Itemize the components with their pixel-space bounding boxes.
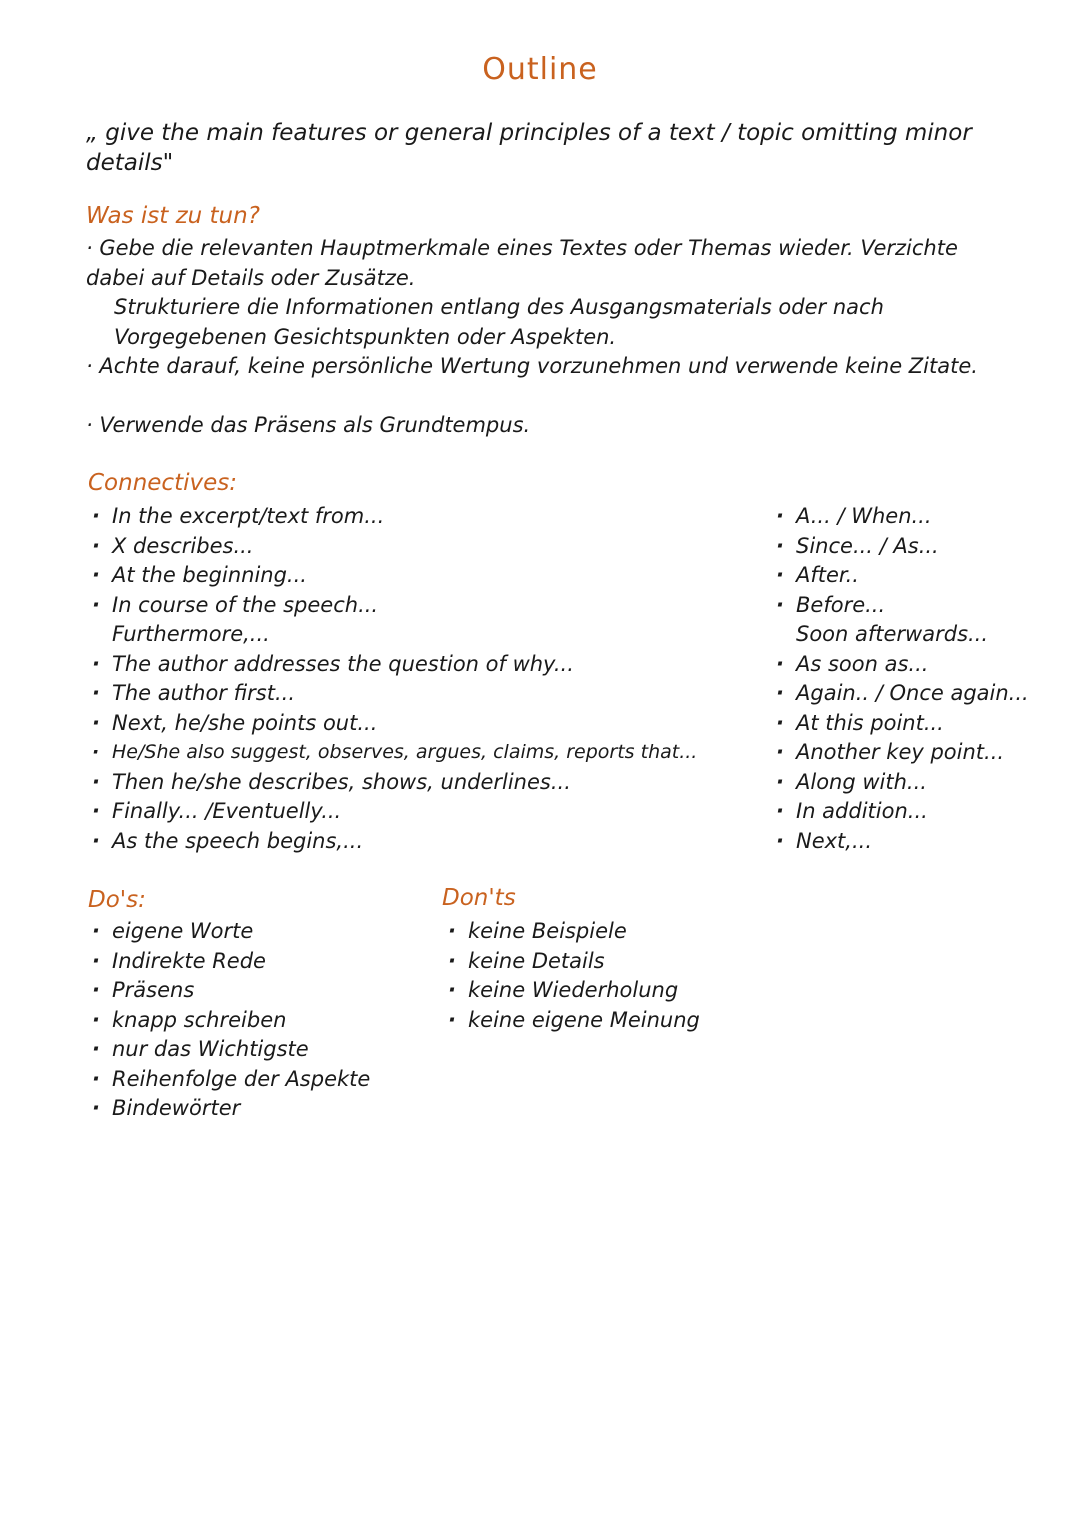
list-item: · eigene Worte	[88, 917, 370, 947]
list-item: · In course of the speech...	[88, 591, 697, 621]
list-item: · keine Beispiele	[444, 917, 700, 947]
was-ist-paragraph-1: · Gebe die relevanten Hauptmerkmale eines Textes oder Themas wieder. Verzichte dabei auf Details oder Zusätze.	[86, 236, 958, 290]
list-item: · X describes...	[88, 532, 697, 562]
list-item: · Reihenfolge der Aspekte	[88, 1065, 370, 1095]
list-item: Furthermore,...	[112, 622, 270, 646]
list-item: · The author addresses the question of why...	[88, 650, 697, 680]
donts-heading: Don'ts	[442, 885, 516, 911]
list-item: · keine Wiederholung	[444, 976, 700, 1006]
list-item: · Another key point...	[772, 738, 1029, 768]
connectives-right-list	[772, 502, 1029, 856]
list-item: Soon afterwards...	[796, 622, 989, 646]
list-item: · As the speech begins,...	[88, 827, 697, 857]
donts-list	[444, 917, 700, 1035]
list-item: · In addition...	[772, 797, 1029, 827]
was-ist-paragraph-3: · Achte darauf, keine persönliche Wertung vorzunehmen und verwende keine Zitate.	[86, 354, 978, 378]
list-item: · keine eigene Meinung	[444, 1006, 700, 1036]
connectives-heading: Connectives:	[88, 470, 237, 496]
connectives-left-list	[88, 502, 697, 856]
list-item: · Next,...	[772, 827, 1029, 857]
list-item: · knapp schreiben	[88, 1006, 370, 1036]
was-ist-paragraph-4: · Verwende das Präsens als Grundtempus.	[86, 413, 531, 437]
list-item: · Präsens	[88, 976, 370, 1006]
list-item: · In the excerpt/text from...	[88, 502, 697, 532]
list-item: · After..	[772, 561, 1029, 591]
list-item: · Then he/she describes, shows, underlines...	[88, 768, 697, 798]
list-item: · nur das Wichtigste	[88, 1035, 370, 1065]
list-item: · Before...	[772, 591, 1029, 621]
list-item: · He/She also suggest, observes, argues, claims, reports that...	[88, 738, 697, 768]
was-ist-paragraph-2: Strukturiere die Informationen entlang des Ausgangsmaterials oder nach Vorgegebenen Gesichtspunkten oder Aspekten.	[114, 295, 884, 349]
list-item: · As soon as...	[772, 650, 1029, 680]
list-item: · At the beginning...	[88, 561, 697, 591]
definition-quote: „ give the main features or general principles of a text / topic omitting minor details"	[86, 120, 972, 176]
list-item: · Indirekte Rede	[88, 947, 370, 977]
list-item: · At this point...	[772, 709, 1029, 739]
list-item: · keine Details	[444, 947, 700, 977]
was-ist-heading: Was ist zu tun?	[86, 203, 260, 229]
list-item: · Next, he/she points out...	[88, 709, 697, 739]
list-item: · A... / When...	[772, 502, 1029, 532]
list-item: · Along with...	[772, 768, 1029, 798]
list-item: · Bindewörter	[88, 1094, 370, 1124]
list-item: · The author first...	[88, 679, 697, 709]
dos-list	[88, 917, 370, 1124]
dos-heading: Do's:	[88, 887, 146, 913]
list-item: · Again.. / Once again...	[772, 679, 1029, 709]
list-item: · Since... / As...	[772, 532, 1029, 562]
list-item: · Finally... /Eventuelly...	[88, 797, 697, 827]
page-title: Outline	[482, 52, 598, 87]
